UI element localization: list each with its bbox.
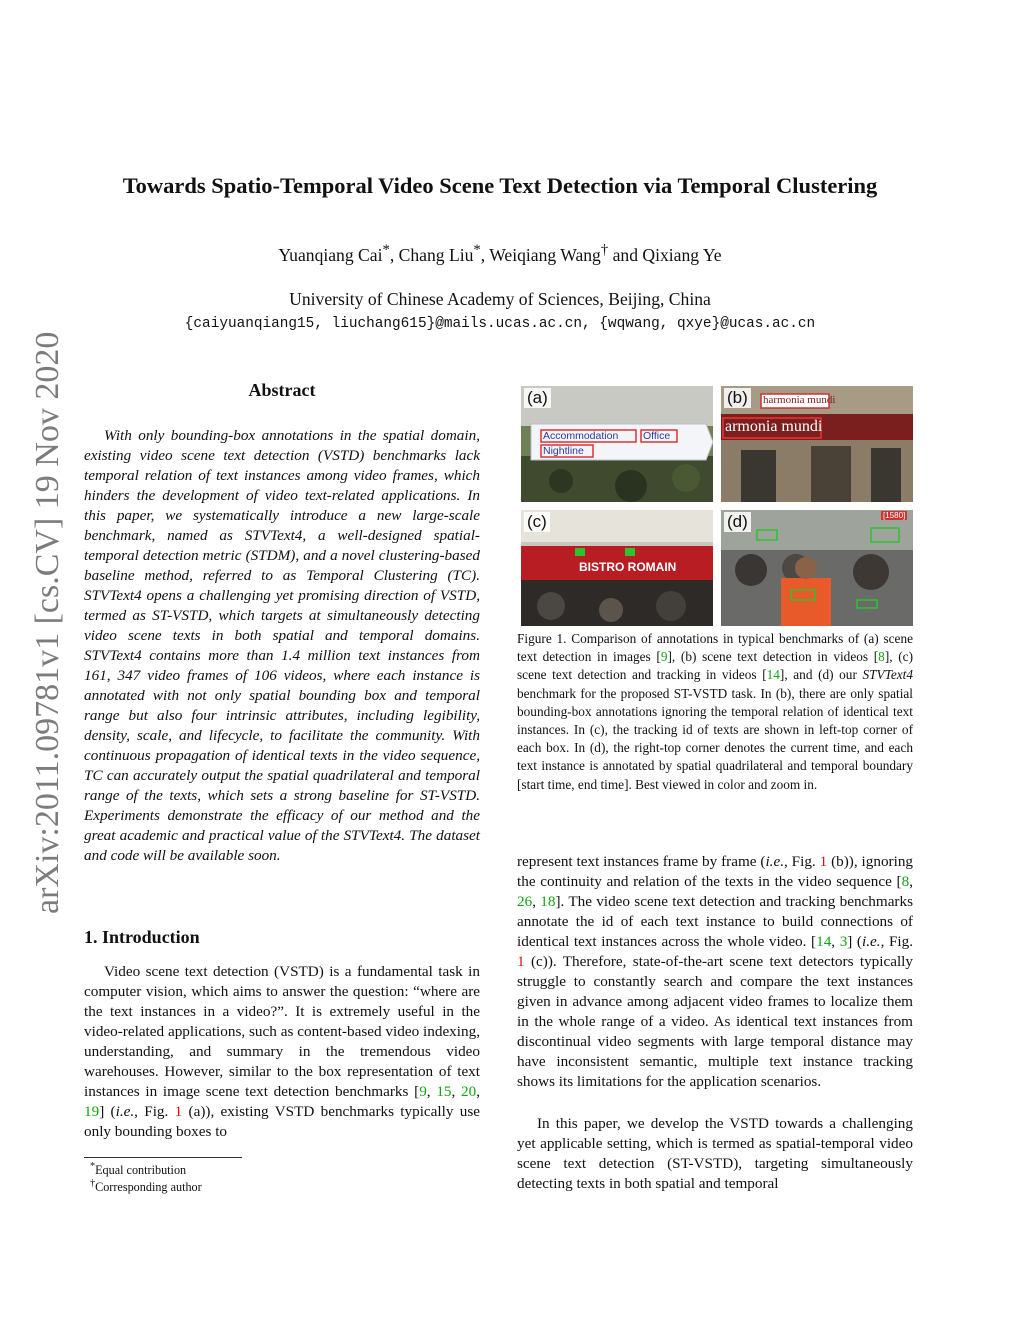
- citation-link[interactable]: 9: [419, 1083, 427, 1100]
- abstract-text: With only bounding-box annotations in the spatial domain, existing video scene text detection (VSTD) benchmarks lack temporal relation of text instances among video frames, which hinders the development of video text-related applications. In this paper, we systematically introduce a new large-scale benchmark, named as STVText4, a well-designed spatial-temporal detection metric (STDM), and a novel clustering-based baseline method, referred to as Temporal Clustering (TC). STVText4 opens a challenging yet promising direction of VSTD, termed as ST-VSTD, which targets at simultaneously detecting video scene texts in both spatial and temporal domains. STVText4 contains more than 1.4 million text instances from 161, 347 video frames of 106 videos, where each instance is annotated with not only spatial bounding box and temporal range but also four intrinsic attributes, including legibility, density, scale, and lifecycle, to facilitate the community. With continuous propagation of identical texts in the video sequence, TC can accurately output the spatial quadrilateral and temporal range of the texts, which sets a strong baseline for ST-VSTD. Experiments demonstrate the efficacy of our method and the great academic and practical value of the STVText4. The dataset and code will be available soon.: [84, 427, 480, 864]
- time-readout: [1580]: [883, 511, 906, 520]
- footnote-rule: [84, 1157, 242, 1158]
- intro-paragraph: Video scene text detection (VSTD) is a fundamental task in computer vision, which aims to answer the question: “where are the text instances in a video?”. It is extremely useful in the video-related applications, such as content-based video indexing, understanding, and summary in the tremendous video warehouses. However, similar to the box representation of text instances in image scene text detection benchmarks [9, 15, 20, 19] (i.e., Fig. 1 (a)), existing VSTD benchmarks typically use only bounding boxes to: [84, 963, 480, 1140]
- affiliation: University of Chinese Academy of Sciences, Beijing, China: [289, 289, 711, 309]
- citation-link[interactable]: 26: [517, 893, 533, 910]
- figure-link[interactable]: 1: [174, 1103, 183, 1120]
- sign-text: Office: [643, 430, 671, 442]
- citation-link[interactable]: 14: [766, 667, 780, 683]
- author-mark: *: [473, 242, 481, 258]
- figure-panel-b: [721, 386, 913, 502]
- author-name: Chang Liu: [398, 244, 474, 265]
- citation-link[interactable]: 20: [461, 1083, 477, 1100]
- shop-sign-text: armonia mundi: [725, 418, 823, 435]
- bistro-sign-text: BISTRO ROMAIN: [579, 560, 677, 574]
- panel-label: (a): [524, 388, 551, 408]
- figure-panel-c: [521, 510, 713, 626]
- sign-text: Accommodation: [543, 430, 619, 442]
- panel-label: (b): [724, 388, 751, 408]
- citation-link[interactable]: 8: [901, 873, 910, 890]
- figure-caption: Figure 1. Comparison of annotations in typical benchmarks of (a) scene text detection in images [9], (b) scene text detection in videos [8], (c) scene text detection and tracking in videos [14], and (d) our STVText4 benchmark for the proposed ST-VSTD task. In (b), there are only spatial bounding-box annotations ignoring the temporal relation of identical text instances. In (c), the tracking id of texts are shown in left-top corner of each box. In (d), the right-top corner denotes the current time, and each text instance is annotated by spatial quadrilateral and temporal boundary [start time, end time]. Best viewed in color and zoom in.: [517, 631, 913, 792]
- paper-title: Towards Spatio-Temporal Video Scene Text Detection via Temporal Clustering: [122, 173, 878, 198]
- citation-link[interactable]: 15: [436, 1083, 452, 1100]
- section-heading: 1. Introduction: [84, 927, 200, 947]
- author-list: Yuanqiang Cai*, Chang Liu*, Weiqiang Wang† and Qixiang Ye: [278, 242, 722, 265]
- figure-panel-d: [721, 510, 913, 626]
- intro-paragraph: In this paper, we develop the VSTD towards a challenging yet applicable setting, which is termed as spatial-temporal video scene text detection (ST-VSTD), targeting simultaneously detecting texts in both spatial and temporal: [517, 1115, 913, 1192]
- footnote: *Equal contribution: [90, 1161, 187, 1178]
- figure-link[interactable]: 1: [819, 853, 828, 870]
- abstract-heading: Abstract: [248, 380, 316, 400]
- author-emails: {caiyuanqiang15, liuchang615}@mails.ucas.ac.cn, {wqwang, qxye}@ucas.ac.cn: [184, 316, 816, 332]
- sign-text: Nightline: [543, 445, 584, 457]
- author-name: and Qixiang Ye: [612, 244, 722, 265]
- citation-link[interactable]: 19: [84, 1103, 100, 1120]
- author-mark: *: [382, 242, 390, 258]
- citation-link[interactable]: 9: [660, 649, 668, 665]
- arxiv-stamp: arXiv:2011.09781v1 [cs.CV] 19 Nov 2020: [29, 331, 66, 914]
- figure-panel-a: [521, 386, 713, 502]
- shop-sign-text: harmonia mundi: [763, 394, 836, 406]
- footnote: †Corresponding author: [90, 1178, 202, 1195]
- figure-link[interactable]: 1: [517, 953, 525, 970]
- citation-link[interactable]: 14: [816, 933, 832, 950]
- citation-link[interactable]: 8: [878, 649, 885, 665]
- panel-label: (d): [724, 512, 751, 532]
- figure-1: [521, 386, 913, 626]
- intro-paragraph: represent text instances frame by frame (i.e., Fig. 1 (b)), ignoring the continuity and relation of the texts in the video sequence [8, 26, 18]. The video scene text detection and tracking benchmarks annotate the id of each text instance to build connections of identical text instances across the whole video. [14, 3] (i.e., Fig. 1 (c)). Therefore, state-of-the-art scene text detectors typically struggle to constantly search and compare the text instances given in advance among adjacent video frames to localize them in the whole range of a video. As identical text instances from discontinual video segments with large temporal distance may have inconsistent semantic, multiple text instance tracking shows its limitations for the application scenarios.: [517, 853, 914, 1090]
- citation-link[interactable]: 3: [839, 933, 848, 950]
- citation-link[interactable]: 18: [540, 893, 556, 910]
- author-name: Yuanqiang Cai: [278, 244, 383, 265]
- author-mark: †: [600, 242, 609, 258]
- author-name: Weiqiang Wang: [489, 244, 601, 265]
- panel-label: (c): [524, 512, 550, 532]
